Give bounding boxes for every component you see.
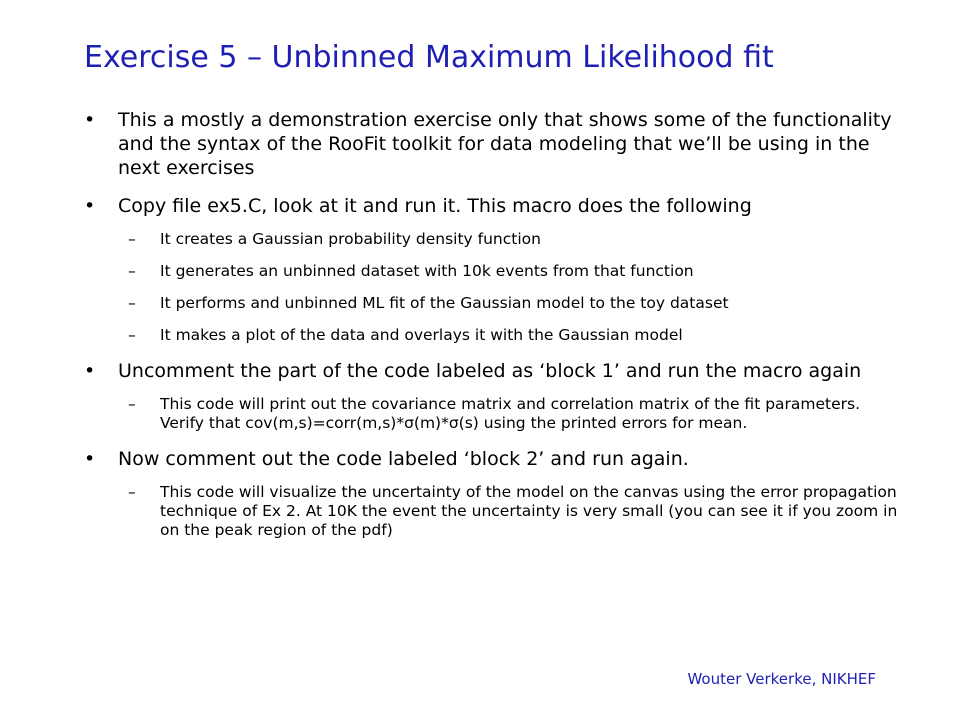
sub-item [128,395,904,433]
bullet-icon: • [84,360,96,382]
sub-item [128,483,904,540]
bullet-text: Copy file ex5.C, look at it and run it. This macro does the following [118,195,752,217]
dash-icon: – [128,483,136,501]
sub-text: It generates an unbinned dataset with 10k events from that function [160,262,694,280]
footer-author: Wouter Verkerke, NIKHEF [687,670,876,688]
bullet-item [84,194,904,218]
sub-text: This code will visualize the uncertainty of the model on the canvas using the error propagation technique of Ex 2. At 10K the event the uncertainty is very small (you can see it if you zoom in on the peak region of the pdf) [160,483,898,539]
bullet-icon: • [84,448,96,470]
dash-icon: – [128,326,136,344]
slide-content [84,108,904,540]
dash-icon: – [128,395,136,413]
bullet-item [84,108,904,180]
bullet-text: Now comment out the code labeled ‘block 2’ and run again. [118,448,689,470]
sub-item [128,262,904,281]
bullet-icon: • [84,195,96,217]
sub-list [84,230,904,345]
sub-item [128,230,904,249]
sub-text: It performs and unbinned ML fit of the Gaussian model to the toy dataset [160,294,729,312]
sub-text: It makes a plot of the data and overlays it with the Gaussian model [160,326,683,344]
sub-item [128,326,904,345]
dash-icon: – [128,262,136,280]
dash-icon: – [128,294,136,312]
sub-list [84,395,904,433]
sub-item [128,294,904,313]
bullet-text: Uncomment the part of the code labeled as ‘block 1’ and run the macro again [118,360,862,382]
bullet-text: This a mostly a demonstration exercise only that shows some of the functionality and the syntax of the RooFit toolkit for data modeling that we’ll be using in the next exercises [118,109,892,179]
bullet-item [84,359,904,383]
bullet-item [84,447,904,471]
bullet-icon: • [84,109,96,131]
sub-list [84,483,904,540]
sub-text: It creates a Gaussian probability density function [160,230,541,248]
sub-text: This code will print out the covariance matrix and correlation matrix of the fit parameters. Verify that cov(m,s)=corr(m,s)*σ(m)*σ(s) using the printed errors for mean. [160,395,861,432]
slide-title: Exercise 5 – Unbinned Maximum Likelihood fit [84,40,774,75]
dash-icon: – [128,230,136,248]
